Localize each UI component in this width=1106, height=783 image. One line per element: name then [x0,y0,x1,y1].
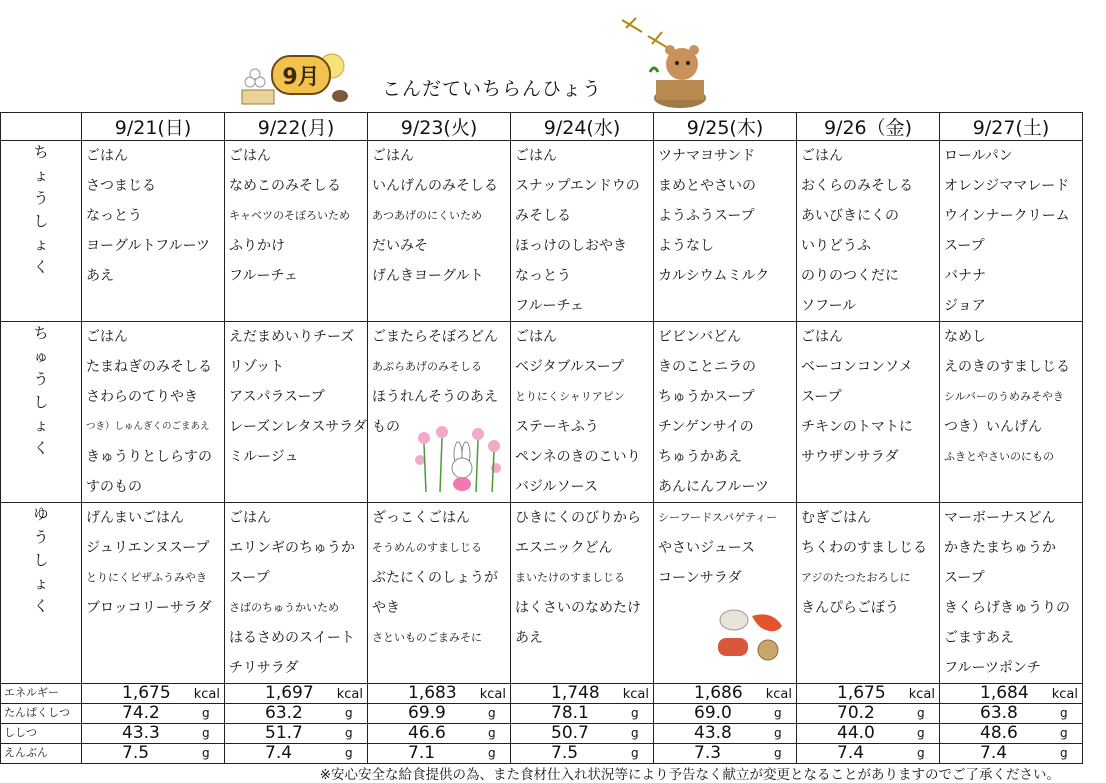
menu-item: ステーキふう [515,419,599,435]
nutrition-unit: kcal [622,687,649,702]
menu-cell [940,141,1083,322]
menu-item: さばのちゅうかいため [229,601,339,614]
nutrition-unit: g [488,706,496,720]
page-header [0,0,1106,112]
nutrition-cell [654,684,797,704]
menu-item: ごはん [86,329,128,345]
menu-cell [82,503,225,684]
menu-item: えのきのすましじる [944,359,1070,375]
nutrition-cell [797,684,940,704]
menu-item: オレンジママレード [944,178,1070,194]
nutrition-value: 7.3 [694,743,722,763]
menu-item: あぶらあげのみそしる [372,360,482,373]
nutrition-unit: g [631,746,639,760]
menu-cell [511,322,654,503]
menu-item: やき [372,600,400,616]
nutrition-cell [225,744,368,764]
bear-illustration [646,40,716,110]
date-header: 9/23(火) [368,113,511,141]
menu-item: きんぴらごぼう [801,600,899,616]
month-badge-label: 9月 [282,65,320,90]
nutrition-cell [797,744,940,764]
menu-cell [82,141,225,322]
flowers-rabbit-illustration [412,424,504,496]
nutrition-cell [82,724,225,744]
nutrition-value: 46.6 [408,723,446,743]
menu-item: ようなし [658,238,714,254]
menu-item: さといものごまみそに [372,631,482,644]
menu-item: スナップエンドウの [515,178,640,194]
menu-item: ブロッコリーサラダ [86,600,212,616]
menu-item: むぎごはん [801,510,871,526]
menu-item: リゾット [229,359,285,375]
nutrition-cell [797,704,940,724]
nutrition-unit: g [774,706,782,720]
footer-note: ※安心安全な給食提供の為、また食材仕入れ状況等により予告なく献立が変更となることがありますのでご了承ください。 [319,767,1060,783]
menu-item: ごはん [515,148,557,164]
nutrition-unit: g [631,706,639,720]
nutrition-value: 51.7 [265,723,303,743]
menu-item: あえ [515,630,543,646]
menu-item: はるさめのスイート [229,630,355,646]
menu-item: カルシウムミルク [658,268,770,284]
nutrition-unit: g [488,726,496,740]
nutrition-value: 78.1 [551,703,589,723]
menu-item: シーフードスパゲティー [658,511,778,524]
menu-item: かきたまちゅうか [944,540,1056,556]
menu-cell [511,141,654,322]
menu-item: ごはん [515,329,557,345]
nutrition-unit: g [488,746,496,760]
nutrition-cell [225,724,368,744]
nutrition-value: 7.4 [837,743,865,763]
nutrition-unit: g [917,746,925,760]
nutrition-unit: g [774,746,782,760]
meal-label-dinner [1,503,82,684]
menu-item: ちくわのすましじる [801,540,927,556]
menu-cell [225,322,368,503]
menu-item: おくらのみそしる [801,178,913,194]
menu-cell [82,322,225,503]
menu-item: あんにんフルーツ [658,479,769,495]
menu-item: シルバーのうめみそやき [944,390,1064,403]
menu-cell [797,322,940,503]
nutrition-value: 1,697 [265,683,314,703]
nutrition-unit: g [1060,746,1068,760]
menu-item: ようふうスープ [658,208,755,224]
nutrition-value: 43.3 [122,723,160,743]
menu-item: さわらのてりやき [86,389,198,405]
menu-item: ちゅうかスープ [658,389,755,405]
meal-label-text: ちょうしょく [33,143,49,276]
nutrition-value: 7.5 [551,743,579,763]
menu-item: サウザンサラダ [801,449,899,465]
menu-cell [225,141,368,322]
menu-item: ほっけのしおやき [515,238,627,254]
menu-item: まいたけのすましじる [515,571,625,584]
menu-item: フルーチェ [515,298,585,314]
menu-item: ふりかけ [229,238,285,254]
month-badge [236,52,356,108]
menu-item: ベーコンコンソメ [801,359,913,375]
date-header: 9/24(水) [511,113,654,141]
meal-label-breakfast [1,141,82,322]
nutrition-value: 44.0 [837,723,875,743]
menu-item: コーンサラダ [658,570,742,586]
menu-item: ベジタブルスープ [515,359,625,375]
nutrition-value: 7.5 [122,743,150,763]
date-header: 9/22(月) [225,113,368,141]
nutrition-unit: kcal [765,687,792,702]
nutrition-cell [940,704,1083,724]
menu-item: レーズンレタスサラダ [229,419,367,435]
menu-item: もの [372,419,400,435]
menu-item: ジョア [944,298,986,314]
date-header: 9/26（金) [797,113,940,141]
nutrition-cell [368,744,511,764]
menu-item: ビビンバどん [658,329,742,345]
nutrition-unit: kcal [336,687,363,702]
menu-item: とりにくシャリアピン [515,390,625,403]
nutrition-value: 43.8 [694,723,732,743]
nutrition-unit: g [1060,726,1068,740]
nutrition-value: 1,686 [694,683,743,703]
nutrition-value: 70.2 [837,703,875,723]
menu-item: ぶたにくのしょうが [372,570,498,586]
menu-item: いりどうふ [801,238,871,254]
menu-item: ミルージュ [229,449,299,465]
nutrition-cell [511,704,654,724]
nutrition-value: 69.0 [694,703,732,723]
menu-item: げんまいごはん [86,510,184,526]
menu-item: いんげんのみそしる [372,178,498,194]
menu-item: ロールパン [944,148,1013,164]
date-header: 9/27(土) [940,113,1083,141]
nutrition-unit: g [202,746,210,760]
nutrition-unit: kcal [908,687,935,702]
menu-item: ふきとやさいのにもの [944,450,1054,463]
nutrition-cell [654,724,797,744]
menu-item: なめし [944,329,986,345]
nutrition-unit: kcal [193,687,220,702]
menu-item: そうめんのすましじる [372,541,482,554]
menu-cell [368,503,511,684]
nutrition-value: 7.1 [408,743,436,763]
menu-cell [368,141,511,322]
nutrition-value: 69.9 [408,703,446,723]
menu-item: あいびきにくの [801,208,899,224]
nutrition-unit: g [631,726,639,740]
nutrition-cell [82,704,225,724]
meal-label-text: ゆうしょく [33,505,49,615]
menu-item: バナナ [944,268,986,284]
nutrition-unit: g [917,726,925,740]
menu-item: ごはん [86,148,128,164]
menu-item: ひきにくのびりから [515,510,641,526]
nutrition-value: 63.8 [980,703,1018,723]
nutrition-label-protein: たんぱくしつ [1,704,82,724]
nutrition-label-energy: エネルギー [1,684,82,704]
menu-item: フルーチェ [229,268,299,284]
menu-item: ごはん [229,510,271,526]
nutrition-value: 74.2 [122,703,160,723]
menu-item: だいみそ [372,238,428,254]
menu-item: ごますあえ [944,630,1014,646]
nutrition-cell [511,744,654,764]
menu-item: ごはん [229,148,271,164]
menu-item: マーボーナスどん [944,510,1056,526]
nutrition-value: 7.4 [980,743,1008,763]
menu-item: ほうれんそうのあえ [372,389,498,405]
menu-item: スープ [801,389,842,405]
corner-cell [1,113,82,141]
menu-cell [797,503,940,684]
menu-cell [654,141,797,322]
meal-label-text: ちゅうしょく [33,324,49,457]
menu-item: ごはん [801,148,843,164]
nutrition-value: 50.7 [551,723,589,743]
menu-item: きゅうりとしらすの [86,449,212,465]
nutrition-cell [368,724,511,744]
nutrition-cell [797,724,940,744]
nutrition-unit: g [917,706,925,720]
menu-item: とりにくピザふうみやき [86,571,207,584]
menu-item: きのことニラの [658,359,756,375]
menu-item: やさいジュース [658,540,756,556]
nutrition-unit: g [345,746,353,760]
menu-item: チキンのトマトに [801,419,913,435]
nutrition-unit: g [202,706,210,720]
nutrition-unit: g [345,706,353,720]
nutrition-cell [368,684,511,704]
menu-item: バジルソース [515,479,598,495]
menu-item: ざっこくごはん [372,510,470,526]
menu-item: ソフール [801,298,857,314]
menu-item: きくらげきゅうりの [944,600,1070,616]
nutrition-unit: g [1060,706,1068,720]
menu-item: はくさいのなめたけ [515,600,641,616]
menu-item: ウインナークリーム [944,208,1070,224]
menu-item: キャベツのそぼろいため [229,209,350,222]
menu-item: フルーツポンチ [944,660,1041,676]
menu-item: エリンギのちゅうか [229,540,355,556]
nutrition-cell [654,704,797,724]
date-header: 9/25(木) [654,113,797,141]
menu-cell [797,141,940,322]
menu-cell [940,322,1083,503]
menu-table [0,112,1083,764]
menu-item: ごはん [801,329,843,345]
menu-item: チンゲンサイの [658,419,754,435]
menu-item: たまねぎのみそしる [86,359,212,375]
menu-item: ペンネのきのこいり [515,449,641,465]
nutrition-label-fat: ししつ [1,724,82,744]
nutrition-value: 1,748 [551,683,600,703]
nutrition-value: 63.2 [265,703,303,723]
nutrition-unit: kcal [1051,687,1078,702]
menu-item: ツナマヨサンド [658,148,756,164]
nutrition-unit: g [345,726,353,740]
menu-item: ジュリエンヌスープ [86,540,210,556]
nutrition-cell [511,684,654,704]
nutrition-cell [654,744,797,764]
nutrition-unit: g [774,726,782,740]
menu-item: ヨーグルトフルーツ [86,238,211,254]
menu-item: アジのたつたおろしに [801,571,911,584]
menu-cell [511,503,654,684]
nutrition-value: 1,683 [408,683,457,703]
menu-item: みそしる [515,208,571,224]
menu-item: なっとう [86,208,142,224]
menu-item: スープ [229,570,270,586]
nutrition-value: 48.6 [980,723,1018,743]
menu-item: スープ [944,238,985,254]
menu-cell [940,503,1083,684]
menu-item: えだまめいりチーズ [229,329,355,345]
page-title: こんだていちらんひょう [382,78,603,100]
nutrition-value: 7.4 [265,743,293,763]
menu-item: ごはん [372,148,414,164]
nutrition-unit: kcal [479,687,506,702]
nutrition-cell [940,724,1083,744]
menu-item: なっとう [515,268,571,284]
menu-item: ごまたらそぼろどん [372,329,498,345]
menu-item: つき）いんげん [944,419,1042,435]
menu-cell [225,503,368,684]
menu-item: アスパラスープ [229,389,325,405]
nutrition-unit: g [202,726,210,740]
menu-item: つき）しゅんぎくのごまあえ [86,421,210,432]
menu-item: ちゅうかあえ [658,449,742,465]
date-header: 9/21(日) [82,113,225,141]
menu-item: のりのつくだに [801,268,899,284]
menu-item: すのもの [86,479,142,495]
nutrition-value: 1,675 [122,683,171,703]
menu-item: チリサラダ [229,660,299,676]
nutrition-cell [225,704,368,724]
nutrition-value: 1,675 [837,683,886,703]
nutrition-cell [511,724,654,744]
nutrition-value: 1,684 [980,683,1029,703]
menu-item: スープ [944,570,985,586]
nutrition-cell [225,684,368,704]
menu-item: エスニックどん [515,540,613,556]
menu-item: まめとやさいの [658,178,756,194]
nutrition-cell [940,684,1083,704]
menu-cell [654,322,797,503]
nutrition-cell [82,684,225,704]
nutrition-cell [82,744,225,764]
seafood-illustration [712,596,790,672]
menu-item: あえ [86,268,114,284]
meal-label-lunch [1,322,82,503]
nutrition-cell [368,704,511,724]
menu-item: なめこのみそしる [229,178,341,194]
menu-item: げんきヨーグルト [372,268,484,284]
menu-item: さつまじる [86,178,156,194]
nutrition-cell [940,744,1083,764]
menu-item: あつあげのにくいため [372,209,482,222]
nutrition-label-salt: えんぶん [1,744,82,764]
